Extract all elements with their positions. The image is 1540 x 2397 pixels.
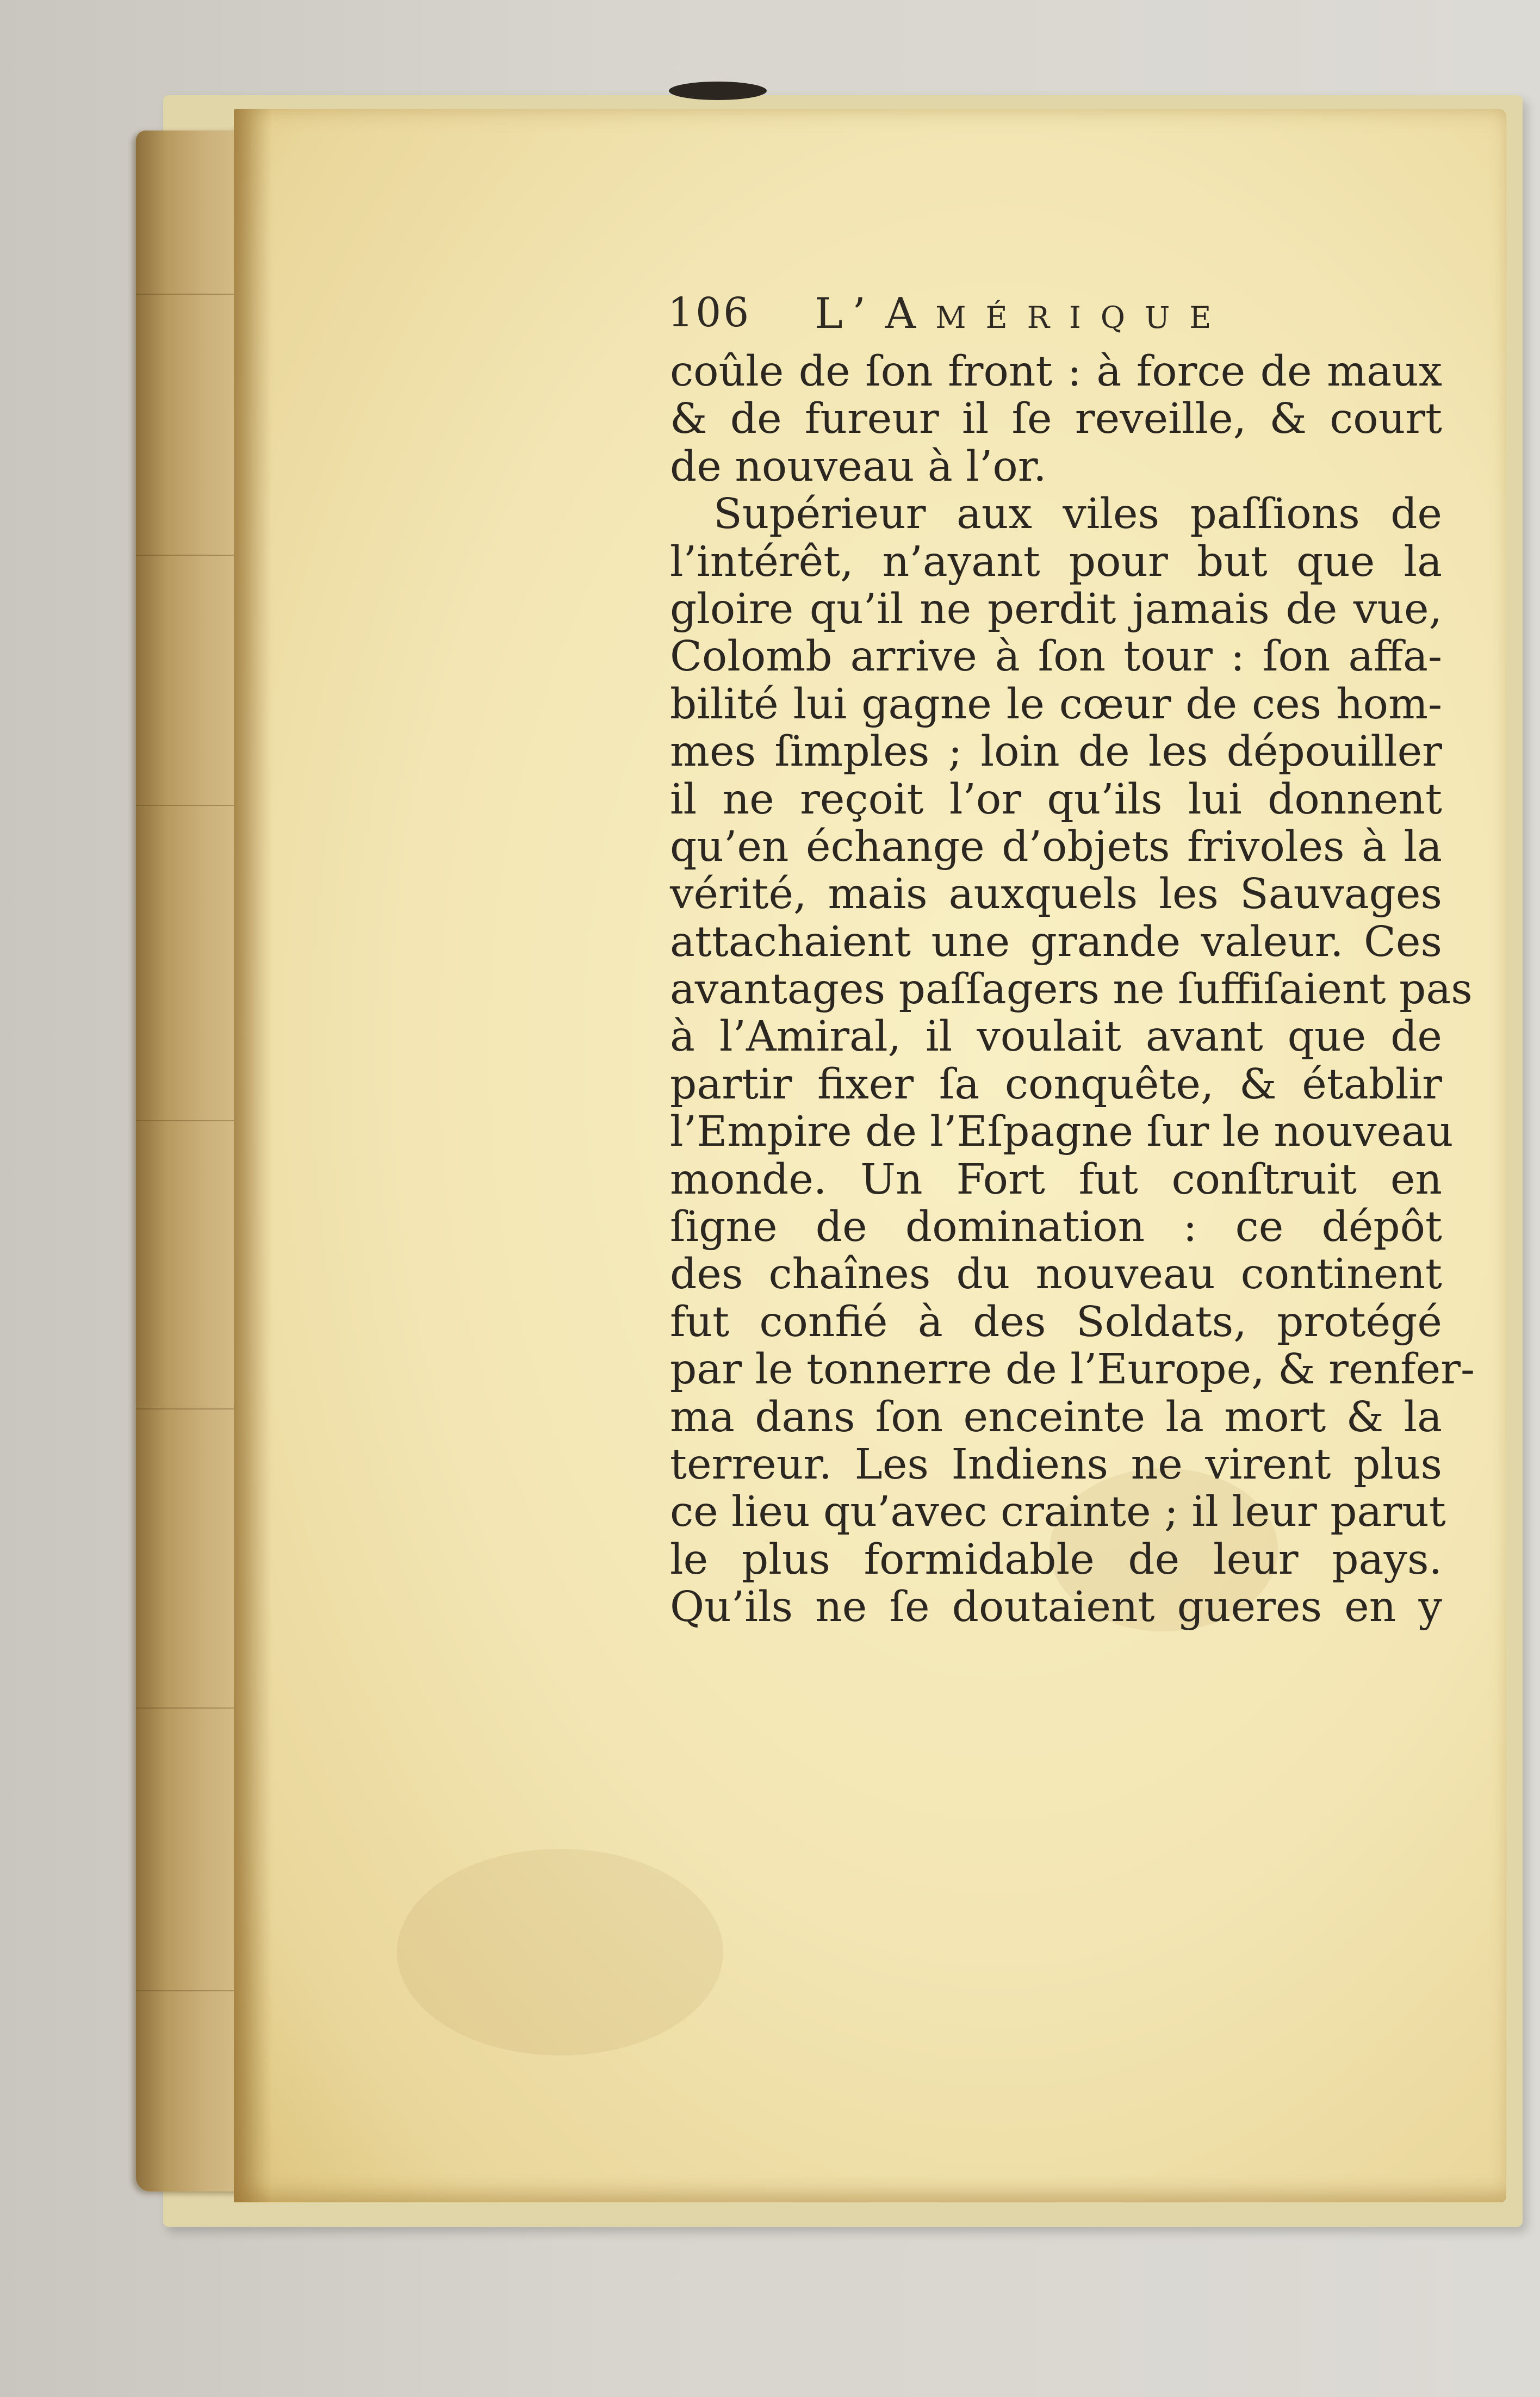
text-line: l’Empire de l’Eſpagne ſur le nouveau	[670, 1108, 1454, 1157]
text-line: & de fureur il ſe reveille, & court	[670, 395, 1442, 444]
text-line: par le tonnerre de l’Europe, & renfer-	[670, 1345, 1475, 1394]
running-head	[668, 289, 1320, 349]
text-line: l’intérêt, n’ayant pour but que la	[670, 537, 1442, 586]
text-line: attachaient une grande valeur. Ces	[670, 917, 1442, 966]
text-line: des chaînes du nouveau continent	[670, 1250, 1442, 1299]
text-line: qu’en échange d’objets frivoles à la	[670, 822, 1442, 871]
gutter-shadow	[234, 109, 272, 2202]
text-line: de nouveau à l’or.	[670, 442, 1047, 491]
text-line: monde. Un Fort fut conſtruit en	[670, 1155, 1442, 1204]
text-line: mes ſimples ; loin de les dépouiller	[670, 728, 1442, 777]
text-line: terreur. Les Indiens ne virent plus	[670, 1440, 1442, 1489]
running-title: L’Amérique	[815, 289, 1231, 338]
text-line: le plus formidable de leur pays.	[670, 1535, 1442, 1584]
text-line: avantages paſſagers ne ſuffiſaient pas	[670, 965, 1473, 1014]
text-line: Colomb arrive à ſon tour : ſon affa-	[670, 632, 1442, 681]
paragraph-start-line: Supérieur aux viles paſſions de	[713, 490, 1442, 539]
text-line: bilité lui gagne le cœur de ces hom-	[670, 680, 1442, 729]
text-line: il ne reçoit l’or qu’ils lui donnent	[670, 775, 1442, 824]
text-line: ce lieu qu’avec crainte ; il leur parut	[670, 1488, 1446, 1537]
headband	[669, 82, 767, 100]
text-line: fut confié à des Soldats, protégé	[670, 1297, 1442, 1346]
page-number: 106	[668, 289, 752, 336]
text-line: ma dans ſon enceinte la mort & la	[670, 1393, 1442, 1442]
text-line: ſigne de domination : ce dépôt	[670, 1203, 1442, 1252]
text-line: partir fixer ſa conquête, & établir	[670, 1060, 1442, 1109]
text-line: à l’Amiral, il voulait avant que de	[670, 1013, 1442, 1061]
text-line: coûle de ſon front : à force de maux	[670, 347, 1442, 396]
text-line: Qu’ils ne ſe doutaient gueres en y	[670, 1583, 1442, 1632]
body-text	[670, 347, 1475, 1632]
text-line: gloire qu’il ne perdit jamais de vue,	[670, 585, 1442, 634]
text-line: vérité, mais auxquels les Sauvages	[670, 870, 1442, 919]
